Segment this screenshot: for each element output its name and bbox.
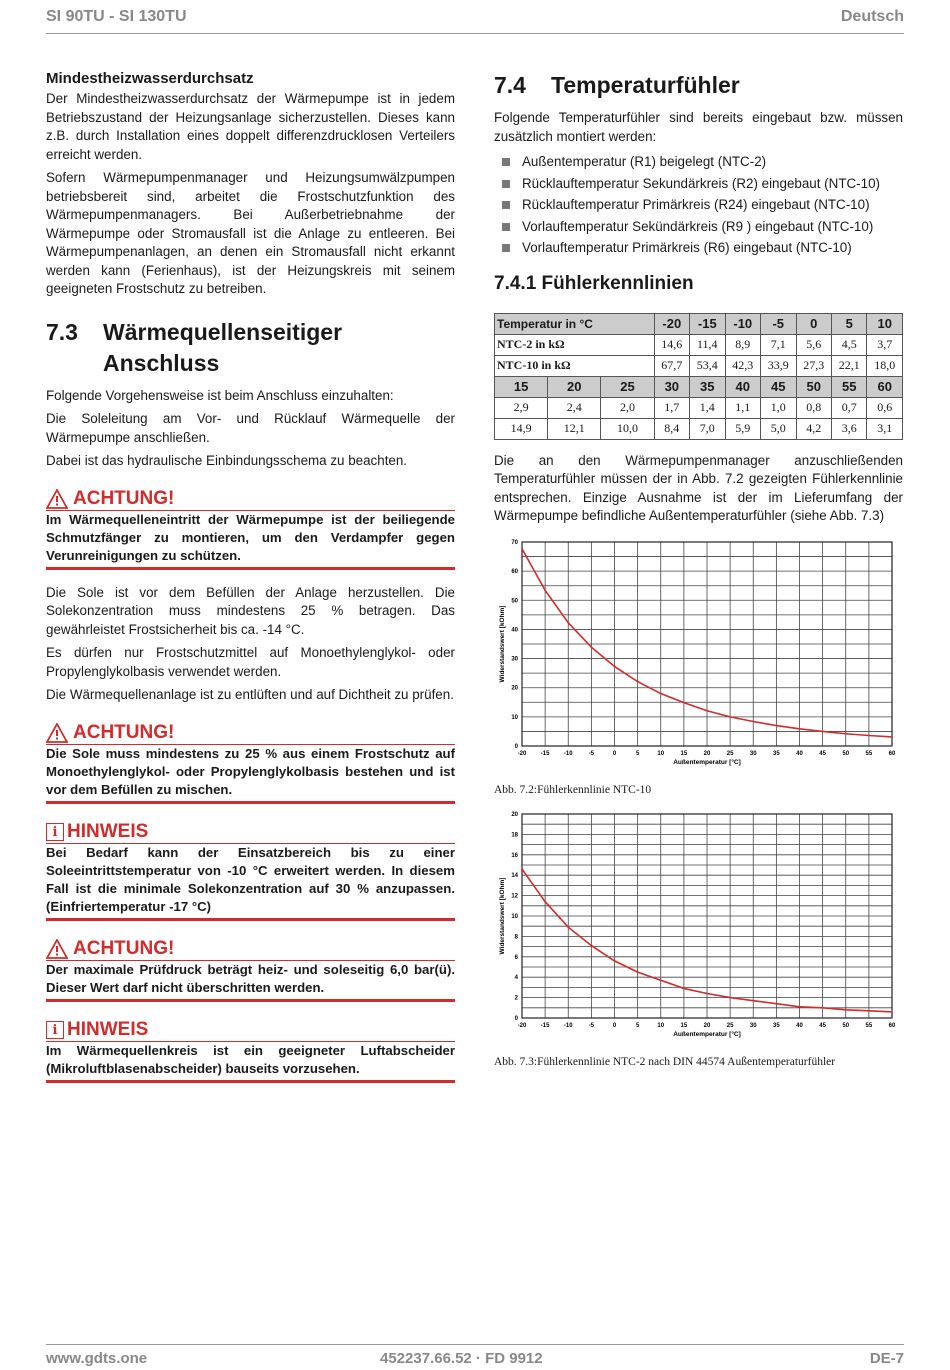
- table-cell: 3,7: [867, 334, 903, 355]
- note-text: Bei Bedarf kann der Einsatzbereich bis zu einer Soleeintrittstemperatur von -10 °C erweitert werden. In diesem Fall ist die minimale Solekonzentration auf 30 % anzupassen. (Einfriertemperatur -17 °C): [46, 844, 455, 921]
- warning-icon: [46, 723, 68, 743]
- y-tick-label: 70: [511, 539, 518, 546]
- y-tick-label: 50: [511, 597, 518, 604]
- paragraph: Sofern Wärmepumpenmanager und Heizungsumwälzpumpen betriebsbereit sind, arbeitet die Frostschutzfunktion des Wärmepumpenmanagers. Bei Außerbetriebnahme der Wärmepumpe oder Stromausfall ist die Anlage zu entleeren. Bei Wärmepumpenanlagen, an denen ein Stromausfall nicht erkannt werden kann (Ferienhaus), ist der Heizungskreis mit seinem geeigneten Frostschutz zu betreiben.: [46, 170, 455, 296]
- table-cell: NTC-2 in kΩ: [495, 334, 655, 355]
- x-tick-label: 45: [819, 750, 826, 757]
- footer-website: www.gdts.one: [46, 1350, 148, 1367]
- table-cell: 1,0: [761, 397, 796, 418]
- data-point: [614, 959, 616, 961]
- section-number: 7.3: [46, 318, 78, 345]
- x-tick-label: 30: [749, 1022, 757, 1029]
- right-column: [494, 70, 903, 1068]
- paragraph: Folgende Temperaturfühler sind bereits eingebaut bzw. müssen zusätzlich montiert werden:: [494, 110, 903, 144]
- data-point: [752, 720, 754, 722]
- y-tick-label: 2: [514, 995, 518, 1002]
- data-point: [567, 621, 569, 623]
- table-cell: 53,4: [690, 355, 725, 376]
- x-tick-label: -15: [540, 1022, 550, 1029]
- table-cell: 3,1: [867, 418, 903, 439]
- data-point: [521, 868, 523, 870]
- warning-icon: [46, 939, 68, 959]
- data-point: [706, 992, 708, 994]
- table-cell: 1,7: [654, 397, 689, 418]
- table-cell: 10,0: [601, 418, 654, 439]
- warning-box: [46, 939, 455, 1002]
- data-point: [706, 709, 708, 711]
- table-cell: 0,6: [867, 397, 903, 418]
- data-point: [544, 900, 546, 902]
- warning-title: ACHTUNG!: [46, 723, 455, 745]
- warning-title: ACHTUNG!: [46, 489, 455, 511]
- section-title: [46, 317, 455, 379]
- data-point: [775, 1002, 777, 1004]
- subsection-title: 7.4.1 Fühlerkennlinien: [494, 272, 694, 294]
- table-cell: 33,9: [761, 355, 796, 376]
- x-axis-label: Außentemperatur [°C]: [673, 758, 741, 766]
- table-cell: 8,9: [725, 334, 760, 355]
- sensor-list: [494, 151, 903, 259]
- list-item: Außentemperatur (R1) beigelegt (NTC-2): [494, 151, 903, 173]
- warning-box: [46, 489, 455, 570]
- x-tick-label: 55: [865, 1022, 873, 1029]
- y-tick-label: 4: [514, 974, 518, 981]
- header-language: Deutsch: [840, 8, 904, 25]
- data-point: [868, 1009, 870, 1011]
- x-tick-label: -5: [588, 750, 595, 757]
- table-cell: 1,1: [725, 397, 760, 418]
- warning-title: ACHTUNG!: [46, 939, 455, 961]
- table-cell: 5: [831, 313, 866, 334]
- table-cell: 8,4: [654, 418, 689, 439]
- table-row: [495, 376, 903, 397]
- table-cell: 20: [548, 376, 601, 397]
- paragraph: Die Sole ist vor dem Befüllen der Anlage herzustellen. Die Solekonzentration muss mindestens 25 % betragen. Das gewährleistet Frostsicherheit bis ca. -14 °C.: [46, 584, 455, 637]
- x-tick-label: 20: [703, 1022, 711, 1029]
- table-cell: 5,9: [725, 418, 760, 439]
- warning-text: Die Sole muss mindestens zu 25 % aus einem Frostschutz auf Monoethylenglykol- oder Propylenglykolbasis bestehen und ist vor dem Befüllen zu mischen.: [46, 745, 455, 804]
- y-tick-label: 8: [514, 933, 518, 940]
- table-cell: 1,4: [690, 397, 725, 418]
- x-tick-label: 25: [726, 1022, 734, 1029]
- info-icon: i: [46, 1021, 64, 1039]
- table-cell: 4,5: [831, 334, 866, 355]
- x-tick-label: 20: [703, 750, 711, 757]
- table-cell: 35: [690, 376, 725, 397]
- x-tick-label: 55: [865, 750, 873, 757]
- table-cell: 0: [796, 313, 831, 334]
- ntc10-chart: [494, 534, 903, 774]
- table-cell: -20: [654, 313, 689, 334]
- data-point: [845, 1008, 847, 1010]
- data-point: [822, 730, 824, 732]
- paragraph: Dabei ist das hydraulische Einbindungsschema zu beachten.: [46, 453, 408, 468]
- note-box: [46, 1020, 455, 1083]
- x-tick-label: 0: [612, 1022, 617, 1029]
- table-cell: Temperatur in °C: [495, 313, 655, 334]
- section-number: 7.4: [494, 72, 526, 98]
- footer-page-number: DE-7: [869, 1350, 904, 1367]
- data-point: [521, 547, 523, 549]
- y-tick-label: 12: [511, 893, 518, 900]
- x-tick-label: -5: [588, 1022, 595, 1029]
- data-point: [752, 999, 754, 1001]
- header-model: SI 90TU - SI 130TU: [46, 8, 187, 25]
- table-cell: 2,0: [601, 397, 654, 418]
- x-tick-label: 40: [796, 750, 803, 757]
- data-point: [729, 715, 731, 717]
- x-tick-label: -20: [517, 1022, 527, 1029]
- table-cell: 15: [495, 376, 548, 397]
- data-point: [660, 979, 662, 981]
- table-cell: -15: [690, 313, 725, 334]
- page-footer: [46, 1344, 904, 1370]
- data-point: [891, 736, 893, 738]
- x-tick-label: 40: [796, 1022, 803, 1029]
- table-cell: 2,4: [548, 397, 601, 418]
- table-cell: 5,0: [761, 418, 796, 439]
- table-cell: 0,7: [831, 397, 866, 418]
- x-tick-label: 15: [680, 750, 688, 757]
- x-tick-label: 25: [726, 750, 734, 757]
- x-tick-label: 5: [635, 1022, 640, 1029]
- page-header: [46, 8, 904, 34]
- table-cell: 14,9: [495, 418, 548, 439]
- note-title: i HINWEIS: [46, 1020, 455, 1042]
- y-tick-label: 10: [511, 913, 518, 920]
- y-axis-label: Widerstandswert [kOhm]: [499, 877, 506, 954]
- footer-doc-number: 452237.66.52 · FD 9912: [380, 1350, 543, 1367]
- table-cell: 25: [601, 376, 654, 397]
- y-tick-label: 0: [514, 743, 518, 750]
- paragraph: Die an den Wärmepumpenmanager anzuschließenden Temperaturfühler müssen der in Abb. 7.2 gezeigten Fühlerkennlinie entsprechen. Einzige Ausnahme ist der im Lieferumfang der Wärmepumpe befindliche Außentemperaturfühler (siehe Abb. 7.3): [494, 452, 903, 523]
- data-point: [637, 680, 639, 682]
- x-tick-label: 35: [773, 750, 780, 757]
- paragraph: Es dürfen nur Frostschutzmittel auf Monoethylenglykol- oder Propylenglykolbasis verwendet werden.: [46, 645, 455, 679]
- table-cell: 67,7: [654, 355, 689, 376]
- sensor-table: [494, 313, 903, 440]
- table-cell: 40: [725, 376, 760, 397]
- table-cell: 3,6: [831, 418, 866, 439]
- x-tick-label: -15: [540, 750, 550, 757]
- x-tick-label: 50: [842, 1022, 850, 1029]
- table-cell: -10: [725, 313, 760, 334]
- y-tick-label: 6: [514, 954, 518, 961]
- note-box: [46, 822, 455, 921]
- section-title: [494, 70, 903, 101]
- list-item: Rücklauftemperatur Sekundärkreis (R2) eingebaut (NTC-10): [494, 173, 903, 195]
- warning-text: Der maximale Prüfdruck beträgt heiz- und soleseitig 6,0 bar(ü). Dieser Wert darf nicht überschritten werden.: [46, 961, 455, 1002]
- data-point: [544, 589, 546, 591]
- y-tick-label: 16: [511, 852, 518, 859]
- data-point: [683, 701, 685, 703]
- list-item: Vorlauftemperatur Primärkreis (R6) eingebaut (NTC-10): [494, 237, 903, 259]
- left-column: [46, 70, 455, 1097]
- paragraph: Folgende Vorgehensweise ist beim Anschluss einzuhalten:: [46, 387, 394, 403]
- paragraph: Die Soleleitung am Vor- und Rücklauf Wärmequelle der Wärmepumpe anschließen.: [46, 411, 455, 445]
- warning-icon: [46, 489, 68, 509]
- data-point: [660, 692, 662, 694]
- table-cell: 12,1: [548, 418, 601, 439]
- figure-caption: Abb. 7.3:Fühlerkennlinie NTC-2 nach DIN 44574 Außentemperaturfühler: [494, 1055, 836, 1068]
- section-title-text: Wärmequellenseitiger Anschluss: [103, 318, 343, 376]
- x-tick-label: 60: [888, 750, 896, 757]
- table-cell: 10: [867, 313, 903, 334]
- y-tick-label: 30: [511, 656, 518, 663]
- data-point: [590, 646, 592, 648]
- paragraph: Der Mindestheizwasserdurchsatz der Wärmepumpe ist in jedem Betriebszustand der Heizungsanlage sicherzustellen. Dieses kann z.B. durch Installation eines doppelt differenzdrucklosen Verteilers erreicht werden.: [46, 91, 455, 162]
- y-tick-label: 60: [511, 568, 518, 575]
- table-cell: 4,2: [796, 418, 831, 439]
- table-cell: 7,1: [761, 334, 796, 355]
- y-tick-label: 40: [511, 626, 518, 633]
- ntc2-chart: [494, 806, 903, 1046]
- y-tick-label: 10: [511, 714, 518, 721]
- x-tick-label: 30: [749, 750, 757, 757]
- table-cell: 42,3: [725, 355, 760, 376]
- data-point: [614, 665, 616, 667]
- y-tick-label: 20: [511, 685, 518, 692]
- data-point: [590, 944, 592, 946]
- data-point: [799, 1005, 801, 1007]
- x-tick-label: 60: [888, 1022, 896, 1029]
- paragraph: Die Wärmequellenanlage ist zu entlüften und auf Dichtheit zu prüfen.: [46, 687, 454, 702]
- table-row: [495, 313, 903, 334]
- section-title-text: Temperaturfühler: [551, 72, 740, 98]
- warning-text: Im Wärmequelleneintritt der Wärmepumpe ist der beiliegende Schmutzfänger zu montieren, um den Verdampfer gegen Verunreinigungen zu schützen.: [46, 511, 455, 570]
- x-tick-label: 45: [819, 1022, 826, 1029]
- x-tick-label: -20: [517, 750, 527, 757]
- table-cell: NTC-10 in kΩ: [495, 355, 655, 376]
- data-point: [567, 926, 569, 928]
- table-cell: 11,4: [690, 334, 725, 355]
- info-icon: i: [46, 823, 64, 841]
- table-row: [495, 334, 903, 355]
- table-cell: 55: [831, 376, 866, 397]
- x-tick-label: -10: [563, 1022, 573, 1029]
- y-tick-label: 20: [511, 811, 518, 818]
- x-tick-label: 15: [680, 1022, 688, 1029]
- table-cell: 5,6: [796, 334, 831, 355]
- data-point: [799, 727, 801, 729]
- section-heading: Mindestheizwasserdurchsatz: [46, 70, 254, 87]
- note-text: Im Wärmequellenkreis ist ein geeigneter Luftabscheider (Mikroluftblasenabscheider) bauseits vorzusehen.: [46, 1042, 455, 1083]
- x-tick-label: 5: [635, 750, 640, 757]
- y-tick-label: 14: [511, 872, 518, 879]
- y-axis-label: Widerstandswert [kOhm]: [499, 605, 506, 682]
- data-point: [775, 724, 777, 726]
- warning-box: [46, 723, 455, 804]
- data-point: [868, 734, 870, 736]
- list-item: Rücklauftemperatur Primärkreis (R24) eingebaut (NTC-10): [494, 194, 903, 216]
- x-tick-label: -10: [563, 750, 573, 757]
- x-tick-label: 35: [773, 1022, 780, 1029]
- table-cell: 30: [654, 376, 689, 397]
- x-axis-label: Außentemperatur [°C]: [673, 1030, 741, 1038]
- table-cell: 14,6: [654, 334, 689, 355]
- x-tick-label: 0: [612, 750, 617, 757]
- data-point: [891, 1010, 893, 1012]
- table-cell: 2,9: [495, 397, 548, 418]
- note-title: i HINWEIS: [46, 822, 455, 844]
- list-item: Vorlauftemperatur Sekündärkreis (R9 ) eingebaut (NTC-10): [494, 216, 903, 238]
- table-row: [495, 397, 903, 418]
- x-tick-label: 10: [657, 1022, 665, 1029]
- table-cell: 18,0: [867, 355, 903, 376]
- table-cell: 7,0: [690, 418, 725, 439]
- figure-caption: Abb. 7.2:Fühlerkennlinie NTC-10: [494, 783, 652, 796]
- y-tick-label: 18: [511, 831, 518, 838]
- table-cell: 60: [867, 376, 903, 397]
- data-point: [637, 971, 639, 973]
- table-row: [495, 355, 903, 376]
- y-tick-label: 0: [514, 1015, 518, 1022]
- table-cell: 50: [796, 376, 831, 397]
- data-point: [822, 1006, 824, 1008]
- table-cell: 27,3: [796, 355, 831, 376]
- table-cell: -5: [761, 313, 796, 334]
- table-cell: 22,1: [831, 355, 866, 376]
- data-point: [683, 987, 685, 989]
- data-point: [845, 732, 847, 734]
- x-tick-label: 50: [842, 750, 850, 757]
- x-tick-label: 10: [657, 750, 665, 757]
- table-cell: 45: [761, 376, 796, 397]
- table-row: [495, 418, 903, 439]
- data-point: [729, 996, 731, 998]
- table-cell: 0,8: [796, 397, 831, 418]
